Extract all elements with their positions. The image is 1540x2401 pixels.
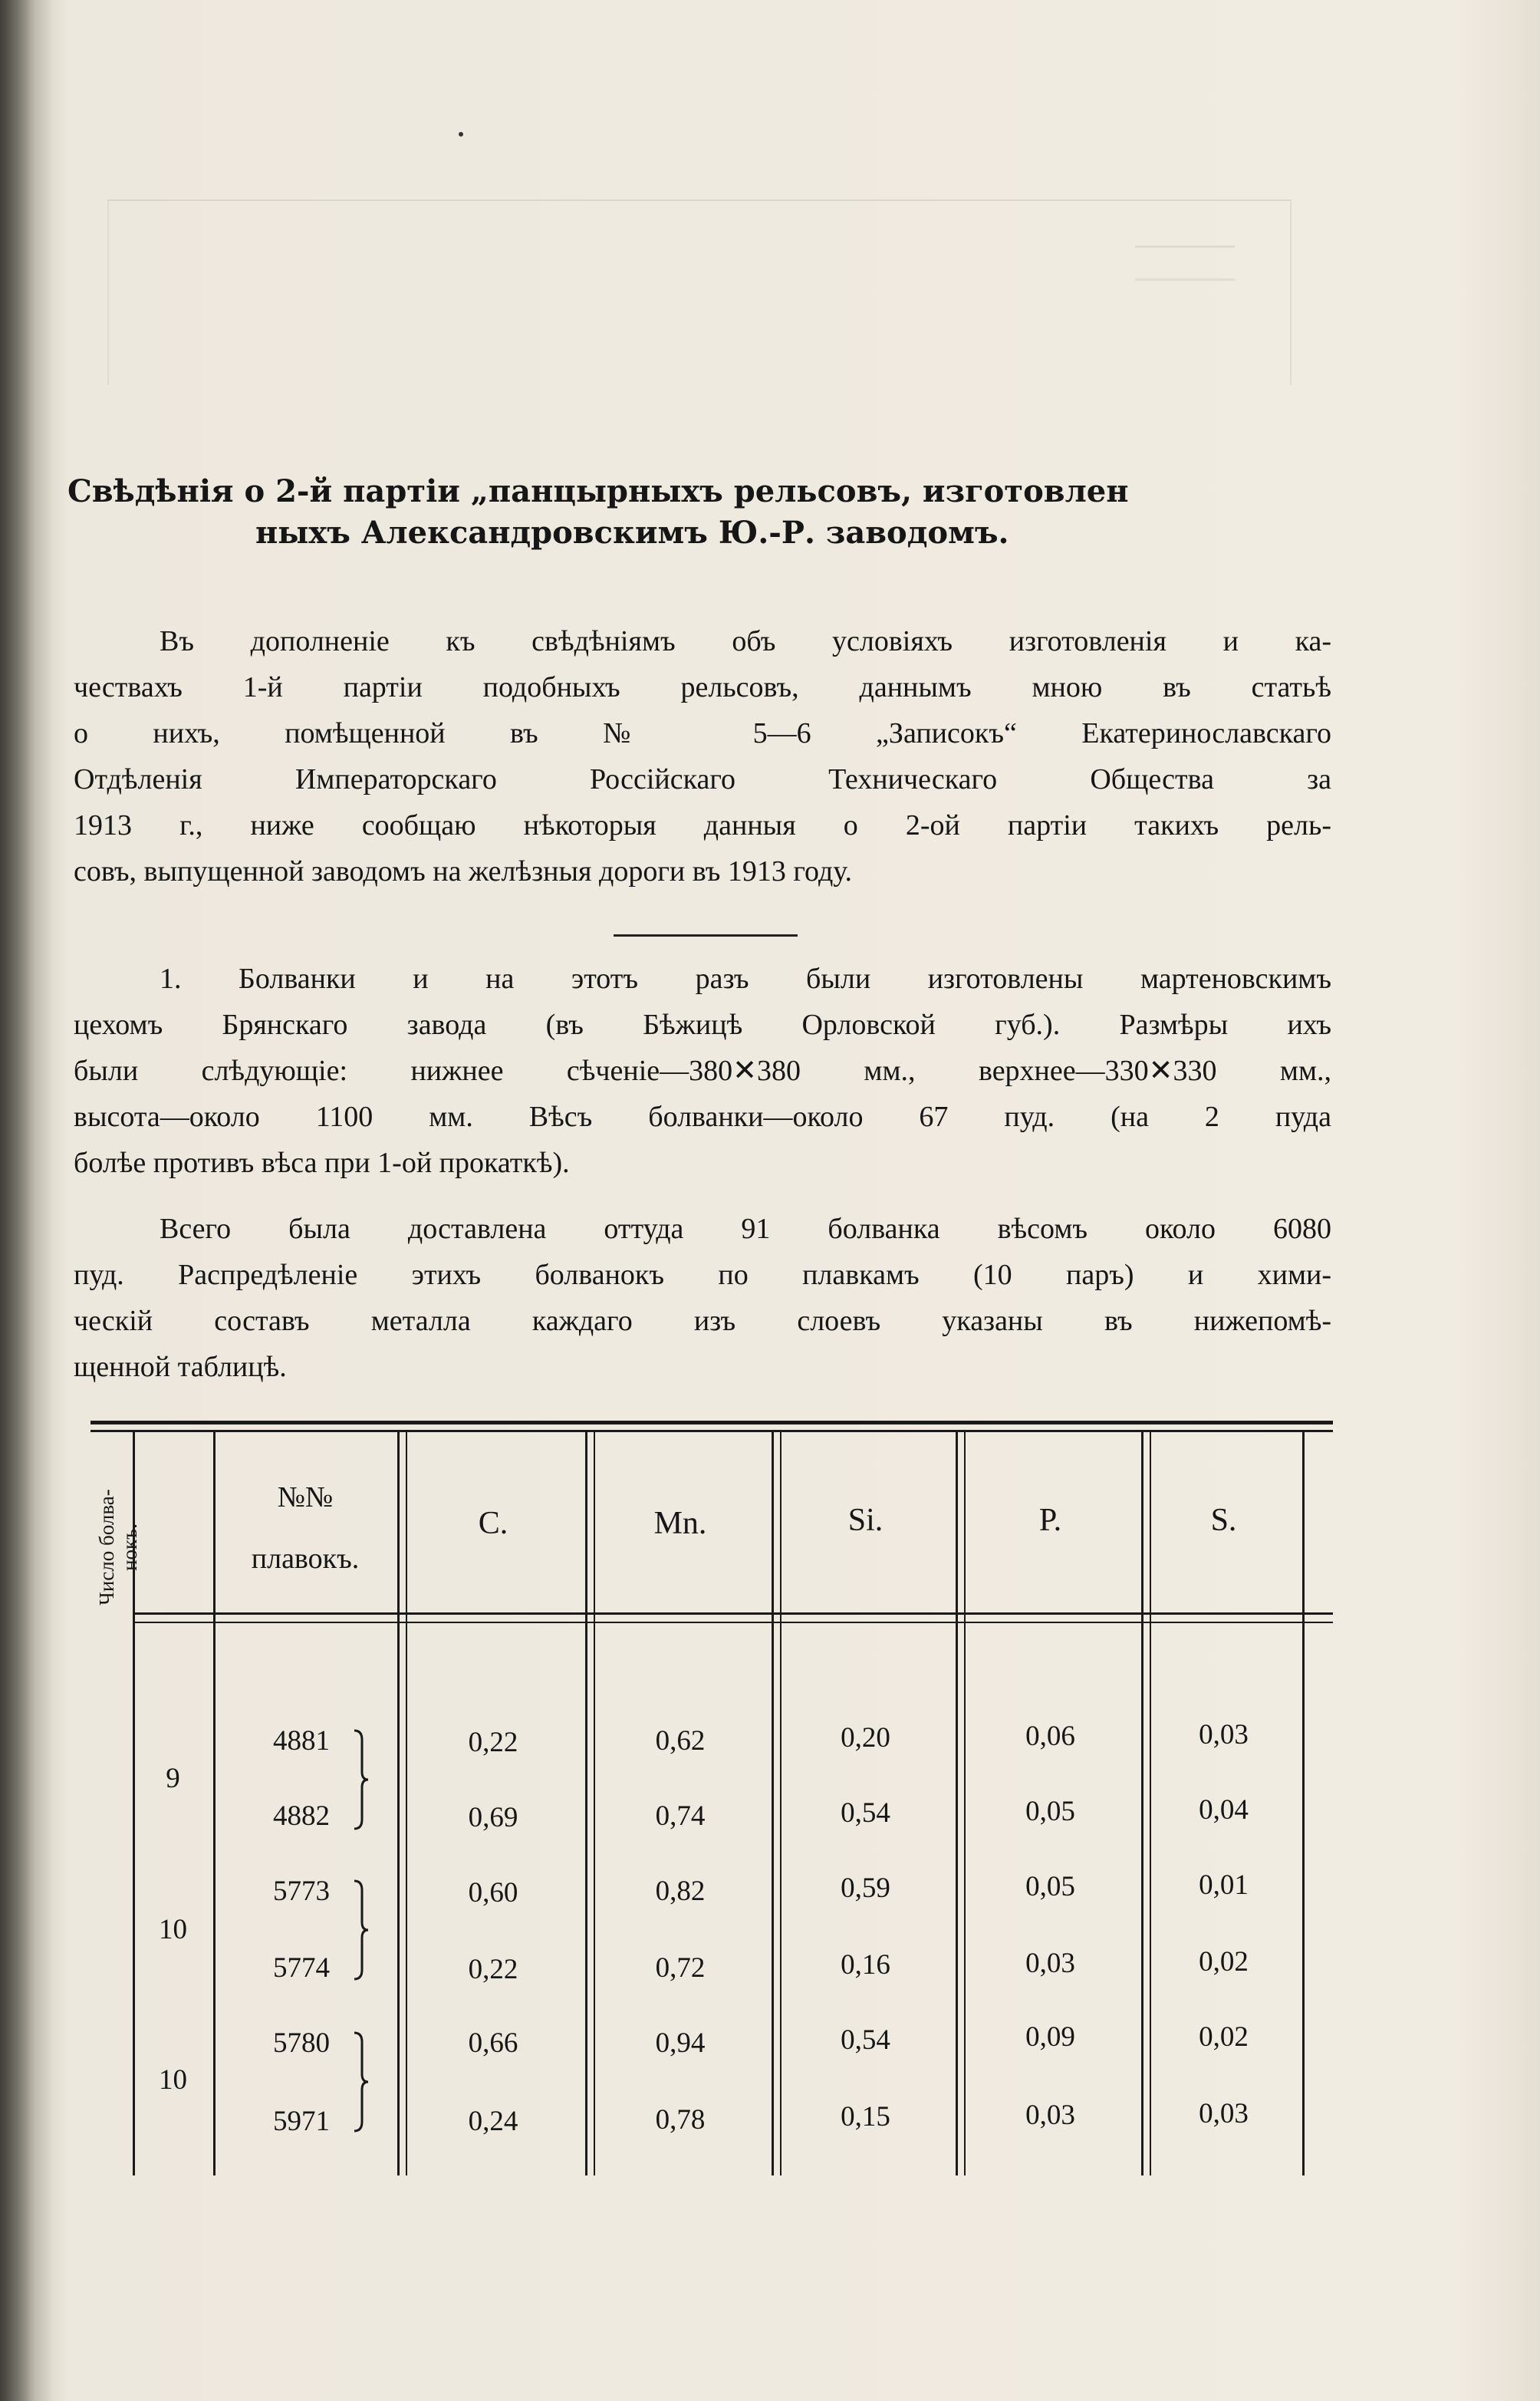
manganese-cell: 0,62: [655, 1725, 706, 1757]
text-line: щенной таблицѣ.: [74, 1351, 287, 1383]
phosphorus-cell: 0,09: [1025, 2021, 1075, 2053]
melt-number-cell: 4881: [273, 1725, 330, 1757]
phosphorus-cell: 0,05: [1025, 1871, 1075, 1902]
text-line: совъ, выпущенной заводомъ на желѣзныя дороги въ 1913 году.: [74, 855, 852, 888]
manganese-cell: 0,78: [655, 2104, 706, 2136]
text-line: Всего была доставлена оттуда 91 болванка вѣсомъ около 6080: [160, 1213, 1331, 1245]
text-line: ческій составъ металла каждаго изъ слоевъ указаны въ нижепомѣ-: [74, 1305, 1331, 1337]
table-column-line: [213, 1431, 216, 2175]
phosphorus-cell: 0,03: [1025, 2100, 1075, 2131]
text-line: были слѣдующіе: нижнее сѣченіе—380✕380 мм., верхнее—330✕330 мм.,: [74, 1055, 1331, 1087]
melt-number-cell: 5774: [273, 1952, 330, 1984]
melt-number-cell: 5780: [273, 2027, 330, 2059]
text-line: Въ дополненіе къ свѣдѣніямъ объ условіяхъ изготовленія и ка-: [160, 625, 1331, 657]
text-line: 1. Болванки и на этотъ разъ были изготовлены мартеновскимъ: [160, 963, 1331, 995]
header-sulfur: S.: [1210, 1503, 1237, 1538]
title-line-2: ныхъ Александровскимъ Ю.-Р. заводомъ.: [255, 515, 1009, 551]
header-count-line-2: нокъ.: [118, 1523, 141, 1571]
brace-icon: [351, 2031, 370, 2105]
manganese-cell: 0,82: [655, 1876, 706, 1907]
text-line: цехомъ Брянскаго завода (въ Бѣжицѣ Орловской губ.). Размѣры ихъ: [74, 1009, 1331, 1041]
header-melt-numbers: [217, 1467, 393, 1589]
carbon-cell: 0,66: [468, 2027, 518, 2059]
ingot-count-cell: 9: [166, 1763, 180, 1794]
sulfur-cell: 0,01: [1199, 1869, 1249, 1901]
header-silicon: Si.: [847, 1503, 884, 1538]
title-line-1: Свѣдѣнія о 2-й партіи „панцырныхъ рельсовъ, изготовлен: [67, 473, 1129, 509]
header-phosphorus: P.: [1038, 1503, 1062, 1538]
manganese-cell: 0,74: [655, 1800, 706, 1832]
text-line: болѣе противъ вѣса при 1-ой прокаткѣ).: [74, 1147, 570, 1179]
table-column-line: [585, 1431, 587, 2175]
header-ingot-count: [95, 1463, 141, 1632]
phosphorus-cell: 0,06: [1025, 1721, 1075, 1752]
silicon-cell: 0,15: [841, 2101, 890, 2133]
table-rule-top: [90, 1421, 1333, 1424]
chemistry-table: [90, 1421, 1333, 2180]
text-line: 1913 г., ниже сообщаю нѣкоторыя данныя о 2-ой партіи такихъ рель-: [74, 809, 1331, 842]
header-carbon: C.: [478, 1506, 508, 1541]
phosphorus-cell: 0,05: [1025, 1796, 1075, 1827]
silicon-cell: 0,54: [841, 2024, 890, 2056]
text-line: высота—около 1100 мм. Вѣсъ болванки—около 67 пуд. (на 2 пуда: [74, 1101, 1331, 1133]
paragraph-delivery: [74, 1206, 1331, 1390]
silicon-cell: 0,59: [841, 1872, 890, 1904]
table-column-line: [397, 1431, 400, 2175]
binding-shadow: [0, 0, 54, 2401]
manganese-cell: 0,94: [655, 2027, 706, 2059]
table-column-line: [956, 1431, 958, 2175]
brace-icon: [351, 1879, 370, 1953]
header-count-line-1: Число болва-: [95, 1489, 118, 1606]
brace-icon: [351, 1729, 370, 1803]
melt-number-cell: 5773: [273, 1876, 330, 1907]
ink-speck: [459, 132, 463, 137]
text-line: пуд. Распредѣленіе этихъ болванокъ по плавкамъ (10 паръ) и хими-: [74, 1259, 1331, 1291]
text-line: чествахъ 1-й партіи подобныхъ рельсовъ, даннымъ мною въ статьѣ: [74, 671, 1331, 703]
silicon-cell: 0,54: [841, 1797, 890, 1829]
melt-number-cell: 5971: [273, 2106, 330, 2137]
sulfur-cell: 0,03: [1199, 2098, 1249, 2129]
text-line: Отдѣленія Императорскаго Россійскаго Техническаго Общества за: [74, 763, 1331, 795]
page-title: [67, 471, 1356, 554]
carbon-cell: 0,69: [468, 1802, 518, 1833]
carbon-cell: 0,24: [468, 2106, 518, 2137]
table-rule-top-inner: [90, 1430, 1333, 1432]
header-melts-line-2: плавокъ.: [251, 1543, 360, 1575]
sulfur-cell: 0,03: [1199, 1719, 1249, 1751]
carbon-cell: 0,22: [468, 1727, 518, 1758]
bleed-through-mark: [1135, 245, 1235, 281]
header-melts-line-1: №№: [277, 1481, 334, 1513]
carbon-cell: 0,22: [468, 1954, 518, 1985]
silicon-cell: 0,20: [841, 1722, 890, 1754]
text-line: о нихъ, помѣщенной въ № 5—6 „Записокъ“ Екатеринославскаго: [74, 717, 1331, 749]
ingot-count-cell: 10: [159, 1914, 187, 1945]
silicon-cell: 0,16: [841, 1949, 890, 1981]
manganese-cell: 0,72: [655, 1952, 706, 1984]
table-column-line: [1141, 1431, 1143, 2175]
bleed-through-ghost: [107, 199, 1292, 385]
table-column-line: [772, 1431, 774, 2175]
paragraph-ingots: [74, 956, 1331, 1186]
carbon-cell: 0,60: [468, 1877, 518, 1909]
phosphorus-cell: 0,03: [1025, 1948, 1075, 1979]
table-rule-header-inner: [133, 1622, 1333, 1623]
sulfur-cell: 0,02: [1199, 2021, 1249, 2053]
sulfur-cell: 0,04: [1199, 1794, 1249, 1826]
table-column-line: [1302, 1431, 1305, 2175]
header-manganese: Mn.: [653, 1506, 707, 1541]
table-rule-header: [133, 1612, 1333, 1615]
sulfur-cell: 0,02: [1199, 1946, 1249, 1978]
paragraph-intro: [74, 618, 1331, 894]
melt-number-cell: 4882: [273, 1800, 330, 1832]
ingot-count-cell: 10: [159, 2064, 187, 2096]
section-divider: [614, 934, 798, 937]
